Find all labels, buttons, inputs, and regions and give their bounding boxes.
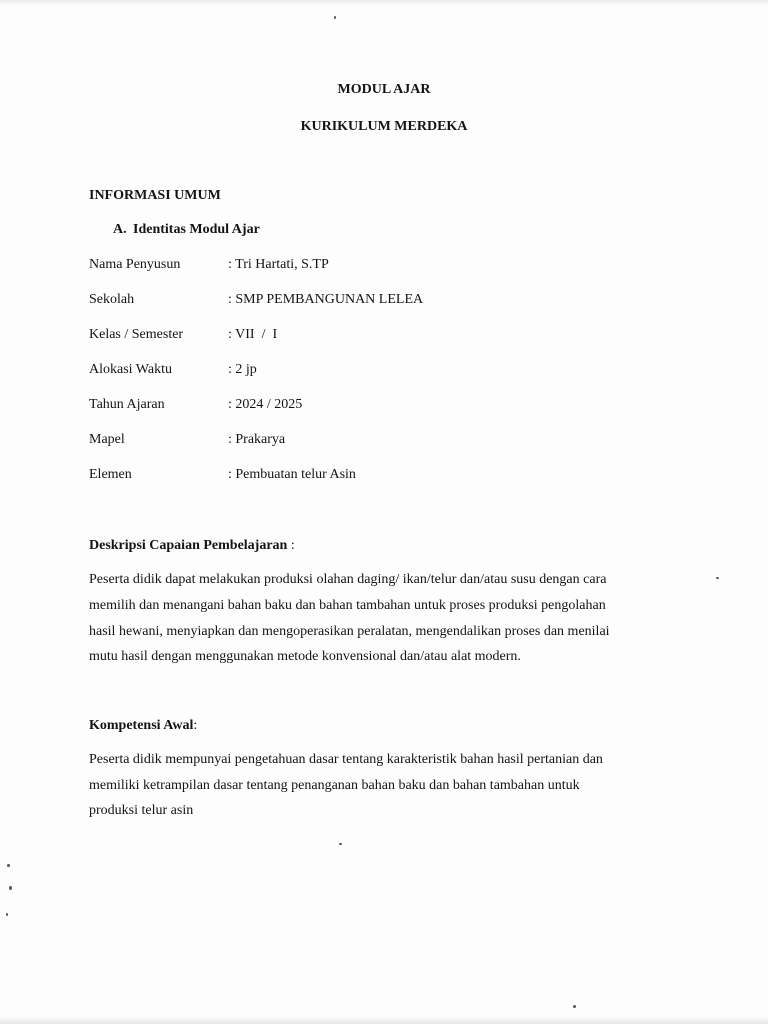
identitas-letter: A. xyxy=(113,222,127,237)
capaian-heading xyxy=(89,538,295,554)
info-label: Elemen xyxy=(89,467,132,482)
capaian-line: Peserta didik dapat melakukan produksi olahan daging/ ikan/telur dan/atau susu dengan cara xyxy=(89,572,607,587)
capaian-line: memilih dan menangani bahan baku dan bahan tambahan untuk proses produksi pengolahan xyxy=(89,598,606,613)
scan-speck xyxy=(7,864,10,867)
scan-speck xyxy=(6,913,8,916)
identitas-heading-text: Identitas Modul Ajar xyxy=(133,222,260,237)
info-row-tahun-ajaran xyxy=(89,397,689,417)
scan-speck xyxy=(339,843,342,845)
scan-speck xyxy=(716,577,719,579)
info-label: Tahun Ajaran xyxy=(89,397,165,412)
info-row-sekolah xyxy=(89,292,689,312)
section-heading: INFORMASI UMUM xyxy=(89,188,221,203)
info-value: : Pembuatan telur Asin xyxy=(228,467,356,482)
info-value: : VII / I xyxy=(228,327,278,342)
capaian-heading-text: Deskripsi Capaian Pembelajaran xyxy=(89,538,288,553)
scan-edge-bottom xyxy=(0,1016,768,1024)
scan-edge-top xyxy=(0,0,768,6)
info-row-mapel xyxy=(89,432,689,452)
info-label: Nama Penyusun xyxy=(89,257,181,272)
kompetensi-heading-suffix: : xyxy=(193,718,198,733)
kompetensi-line: produksi telur asin xyxy=(89,803,194,818)
scan-speck xyxy=(334,16,336,19)
info-label: Alokasi Waktu xyxy=(89,362,172,377)
info-label: Mapel xyxy=(89,432,125,447)
info-row-elemen xyxy=(89,467,689,487)
info-value: : SMP PEMBANGUNAN LELEA xyxy=(228,292,424,307)
info-label: Sekolah xyxy=(89,292,135,307)
identitas-heading xyxy=(113,222,260,238)
capaian-heading-suffix: : xyxy=(287,538,295,553)
info-label: Kelas / Semester xyxy=(89,327,184,342)
info-row-kelas-semester xyxy=(89,327,689,347)
capaian-line: mutu hasil dengan menggunakan metode konvensional dan/atau alat modern. xyxy=(89,649,521,664)
kompetensi-line: Peserta didik mempunyai pengetahuan dasar tentang karakteristik bahan hasil pertanian dan xyxy=(89,752,603,767)
info-value: : Tri Hartati, S.TP xyxy=(228,257,329,272)
scan-speck xyxy=(9,886,12,890)
kompetensi-heading xyxy=(89,718,197,734)
info-value: : 2024 / 2025 xyxy=(228,397,303,412)
document-subtitle: KURIKULUM MERDEKA xyxy=(300,119,468,134)
kompetensi-line: memiliki ketrampilan dasar tentang penanganan bahan baku dan bahan tambahan untuk xyxy=(89,778,580,793)
kompetensi-heading-text: Kompetensi Awal xyxy=(89,718,194,733)
info-row-alokasi-waktu xyxy=(89,362,689,382)
info-row-nama-penyusun xyxy=(89,257,689,277)
info-value: : Prakarya xyxy=(228,432,286,447)
capaian-line: hasil hewani, menyiapkan dan mengoperasikan peralatan, mengendalikan proses dan menilai xyxy=(89,624,610,639)
info-value: : 2 jp xyxy=(228,362,257,377)
document-title: MODUL AJAR xyxy=(337,82,431,97)
scan-speck xyxy=(573,1005,576,1008)
